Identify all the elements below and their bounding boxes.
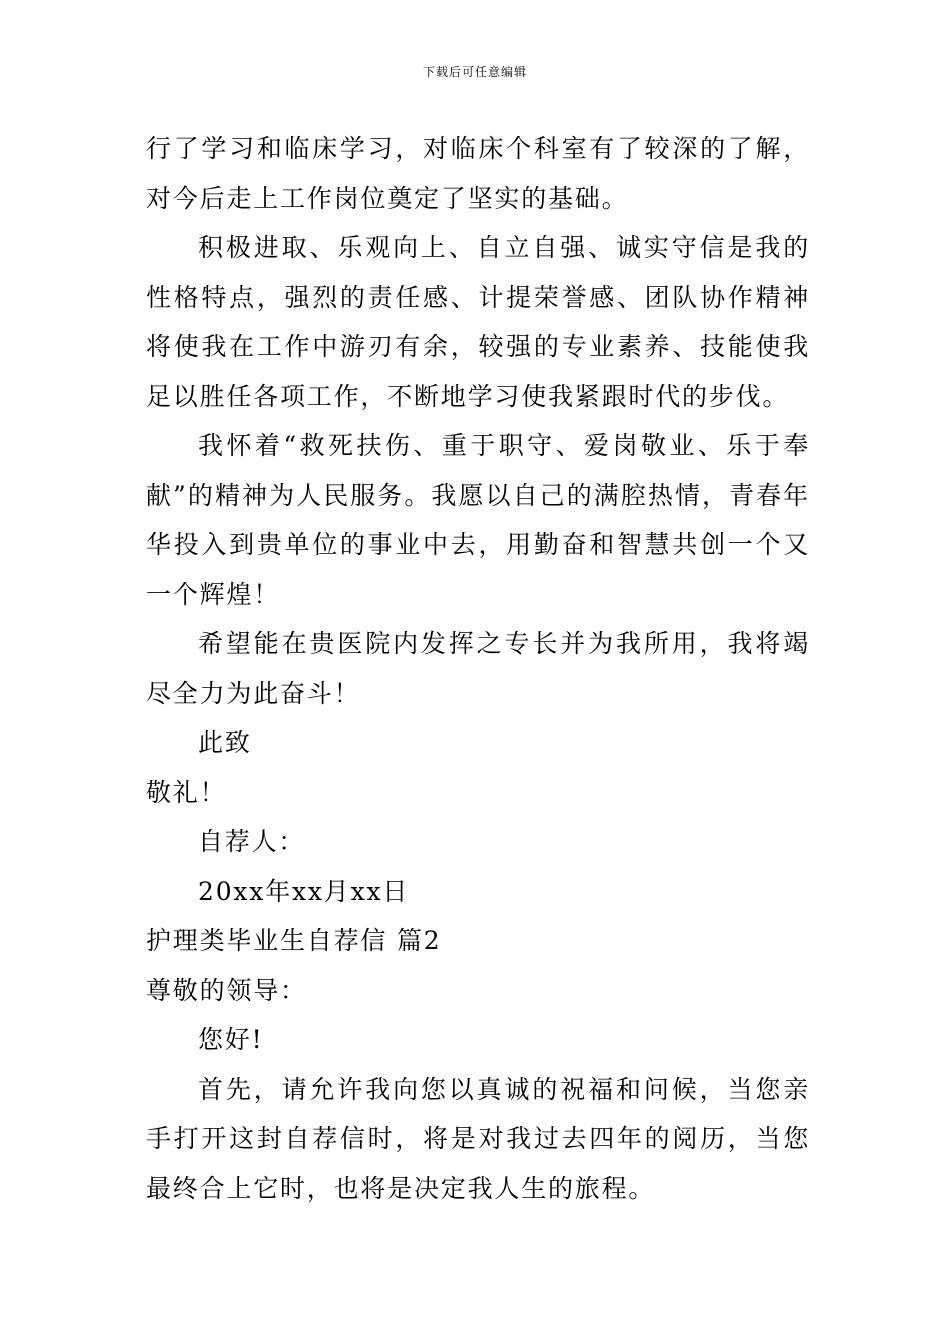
closing-salutation: 此致	[198, 728, 252, 757]
greeting-addressee: 尊敬的领导：	[146, 975, 307, 1005]
paragraph-hope: 希望能在贵医院内发挥之专长并为我所用，我将竭尽全力为此奋斗！	[146, 629, 810, 708]
signature-label: 自荐人：	[198, 827, 306, 856]
signature-date: 20xx年xx月xx日	[198, 876, 410, 906]
page-header: 下载后可任意编辑	[422, 65, 527, 79]
paragraph-spirit: 我怀着“救死扶伤、重于职守、爱岗敬业、乐于奉献”的精神为人民服务。我愿以自己的满腔热情，青春年华投入到贵单位的事业中去，用勤奋和智慧共创一个又一个辉煌！	[146, 431, 810, 609]
paragraph-opening: 首先，请允许我向您以真诚的祝福和问候，当您亲手打开这封自荐信时，将是对我过去四年的阅历，当您最终合上它时，也将是决定我人生的旅程。	[146, 1074, 810, 1203]
section-title: 护理类毕业生自荐信 篇2	[146, 926, 442, 955]
paragraph-continuation: 行了学习和临床学习，对临床个科室有了较深的了解，对今后走上工作岗位奠定了坚实的基础。	[146, 134, 810, 213]
greeting-hello: 您好!	[198, 1025, 264, 1054]
closing-respect: 敬礼！	[146, 777, 227, 807]
document-body	[146, 124, 810, 1213]
paragraph-personality: 积极进取、乐观向上、自立自强、诚实守信是我的性格特点，强烈的责任感、计提荣誉感、团队协作精神将使我在工作中游刃有余，较强的专业素养、技能使我足以胜任各项工作，不断地学习使我紧跟时代的步伐。	[146, 233, 810, 411]
